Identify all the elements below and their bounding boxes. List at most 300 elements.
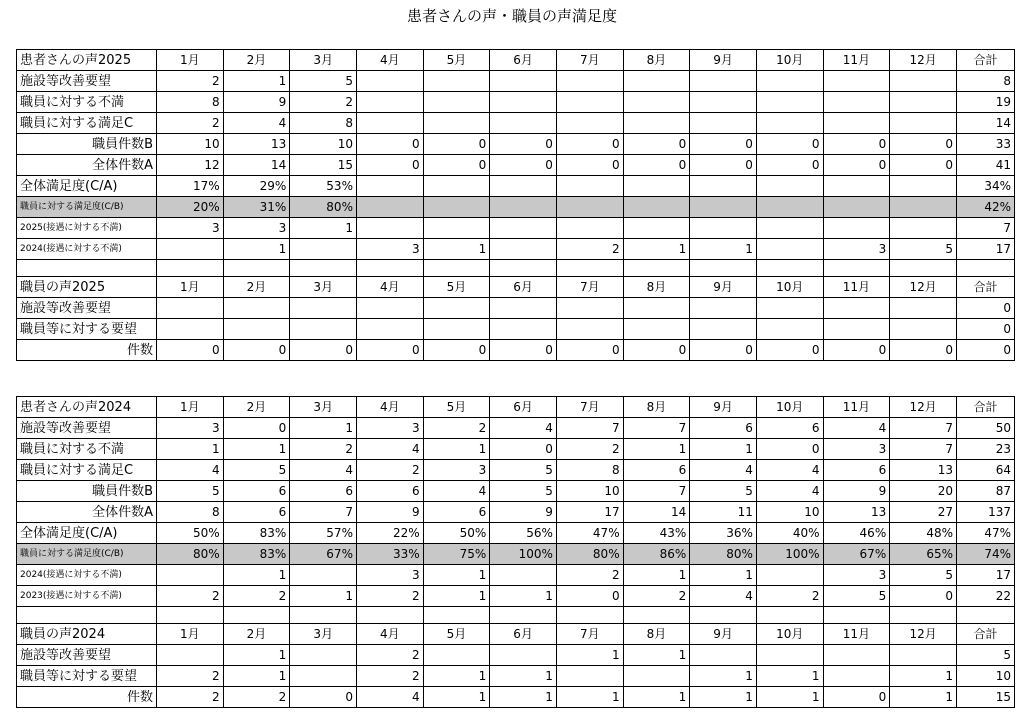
value-cell: 6 [423,502,490,523]
empty-cell [157,607,224,624]
table-row [17,565,1015,586]
month-header: 12月 [890,624,957,645]
value-cell [157,319,224,340]
value-cell: 2 [157,113,224,134]
value-cell: 4 [290,460,357,481]
value-cell: 0 [356,340,423,361]
table-voices-2025 [16,49,1015,361]
header-row [17,277,1015,298]
value-cell [423,176,490,197]
value-cell [556,319,623,340]
value-cell [823,666,890,687]
value-cell: 0 [223,340,290,361]
value-cell: 0 [556,586,623,607]
value-cell: 0 [556,155,623,176]
total-cell: 34% [957,176,1015,197]
value-cell [490,176,557,197]
value-cell [756,239,823,260]
value-cell [423,92,490,113]
month-header: 11月 [823,50,890,71]
value-cell: 0 [223,418,290,439]
value-cell: 11 [690,502,757,523]
value-cell: 0 [556,134,623,155]
value-cell: 1 [423,439,490,460]
month-header: 8月 [623,397,690,418]
value-cell: 1 [223,565,290,586]
row-label: 2025(接遇に対する不満) [17,218,157,239]
table-row [17,218,1015,239]
value-cell: 9 [223,92,290,113]
section-header: 患者さんの声2025 [17,50,157,71]
value-cell: 0 [157,340,224,361]
total-header: 合計 [957,50,1015,71]
table-row [17,92,1015,113]
value-cell [890,197,957,218]
value-cell: 1 [290,218,357,239]
value-cell: 5 [823,586,890,607]
value-cell [823,92,890,113]
empty-cell [756,260,823,277]
table-row [17,113,1015,134]
value-cell: 3 [823,439,890,460]
value-cell: 2 [223,687,290,708]
empty-cell [490,260,557,277]
section-s2024 [17,624,1015,708]
value-cell [623,92,690,113]
value-cell: 6 [290,481,357,502]
value-cell [490,92,557,113]
month-header: 5月 [423,624,490,645]
month-header: 4月 [356,624,423,645]
value-cell [356,298,423,319]
value-cell [556,218,623,239]
value-cell: 1 [290,418,357,439]
month-header: 6月 [490,397,557,418]
value-cell: 10 [157,134,224,155]
empty-cell [690,260,757,277]
value-cell [690,176,757,197]
value-cell [157,645,224,666]
value-cell [356,218,423,239]
value-cell: 20 [890,481,957,502]
month-header: 9月 [690,624,757,645]
value-cell: 33% [356,544,423,565]
value-cell: 10 [756,502,823,523]
value-cell: 29% [223,176,290,197]
month-header: 5月 [423,50,490,71]
value-cell: 10 [290,134,357,155]
value-cell [823,71,890,92]
section-s2025 [17,277,1015,361]
value-cell: 36% [690,523,757,544]
value-cell: 0 [290,340,357,361]
table-voices-2024 [16,396,1015,708]
value-cell [356,176,423,197]
total-cell: 41 [957,155,1015,176]
value-cell [823,113,890,134]
value-cell: 22% [356,523,423,544]
table-row [17,298,1015,319]
value-cell [423,298,490,319]
empty-cell [890,260,957,277]
value-cell: 75% [423,544,490,565]
value-cell: 9 [356,502,423,523]
value-cell [556,92,623,113]
value-cell: 4 [157,460,224,481]
table-row [17,481,1015,502]
row-label: 全体件数A [17,155,157,176]
value-cell [690,71,757,92]
value-cell [756,71,823,92]
value-cell: 100% [756,544,823,565]
month-header: 9月 [690,277,757,298]
table-row [17,460,1015,481]
month-header: 4月 [356,50,423,71]
month-header: 7月 [556,277,623,298]
value-cell: 3 [223,218,290,239]
value-cell: 0 [756,134,823,155]
value-cell: 0 [690,134,757,155]
row-label: 職員件数B [17,134,157,155]
spacer-row [17,607,1015,624]
month-header: 1月 [157,624,224,645]
value-cell: 0 [823,134,890,155]
empty-cell [17,260,157,277]
value-cell: 6 [356,481,423,502]
month-header: 3月 [290,50,357,71]
value-cell: 1 [223,666,290,687]
value-cell: 83% [223,523,290,544]
value-cell: 50% [157,523,224,544]
value-cell [556,666,623,687]
empty-cell [623,260,690,277]
header-row [17,397,1015,418]
value-cell: 53% [290,176,357,197]
value-cell: 1 [623,439,690,460]
value-cell: 6 [690,418,757,439]
empty-cell [356,607,423,624]
month-header: 8月 [623,50,690,71]
section-header: 職員の声2025 [17,277,157,298]
value-cell: 31% [223,197,290,218]
value-cell: 48% [890,523,957,544]
value-cell [490,218,557,239]
empty-cell [223,607,290,624]
value-cell [756,565,823,586]
value-cell: 2 [556,239,623,260]
value-cell [623,176,690,197]
value-cell: 1 [890,687,957,708]
value-cell: 46% [823,523,890,544]
value-cell: 1 [623,239,690,260]
value-cell [423,319,490,340]
month-header: 4月 [356,397,423,418]
month-header: 4月 [356,277,423,298]
row-label: 職員に対する満足度(C/B) [17,544,157,565]
row-label: 件数 [17,687,157,708]
header-row [17,624,1015,645]
total-cell: 19 [957,92,1015,113]
header-row [17,50,1015,71]
row-label: 職員に対する満足C [17,113,157,134]
value-cell: 2 [157,71,224,92]
value-cell: 5 [890,565,957,586]
value-cell: 65% [890,544,957,565]
value-cell: 80% [556,544,623,565]
value-cell [490,239,557,260]
month-header: 5月 [423,397,490,418]
value-cell: 0 [756,439,823,460]
empty-cell [157,260,224,277]
value-cell: 1 [223,645,290,666]
row-label: 職員に対する満足C [17,460,157,481]
month-header: 3月 [290,624,357,645]
value-cell: 0 [690,340,757,361]
empty-cell [823,260,890,277]
value-cell: 9 [490,502,557,523]
value-cell [823,319,890,340]
value-cell [490,113,557,134]
month-header: 2月 [223,397,290,418]
row-label: 職員等に対する要望 [17,666,157,687]
value-cell [690,218,757,239]
total-cell: 33 [957,134,1015,155]
month-header: 5月 [423,277,490,298]
value-cell: 3 [823,565,890,586]
table-row [17,502,1015,523]
total-cell: 74% [957,544,1015,565]
total-cell: 5 [957,645,1015,666]
value-cell [623,218,690,239]
value-cell: 0 [623,340,690,361]
value-cell [756,176,823,197]
table-row [17,197,1015,218]
value-cell: 1 [423,239,490,260]
value-cell: 0 [890,134,957,155]
row-label: 施設等改善要望 [17,298,157,319]
total-cell: 7 [957,218,1015,239]
row-label: 全体満足度(C/A) [17,176,157,197]
value-cell: 2 [756,586,823,607]
value-cell [490,565,557,586]
value-cell [756,92,823,113]
value-cell: 5 [223,460,290,481]
row-label: 全体満足度(C/A) [17,523,157,544]
month-header: 9月 [690,50,757,71]
empty-cell [823,607,890,624]
value-cell: 1 [623,687,690,708]
value-cell: 12 [157,155,224,176]
table-row [17,418,1015,439]
value-cell: 1 [423,586,490,607]
value-cell: 57% [290,523,357,544]
month-header: 10月 [756,397,823,418]
value-cell [690,298,757,319]
value-cell: 0 [890,155,957,176]
total-cell: 17 [957,565,1015,586]
value-cell: 4 [223,113,290,134]
value-cell: 8 [157,502,224,523]
value-cell: 13 [823,502,890,523]
value-cell: 4 [690,586,757,607]
row-label: 職員等に対する要望 [17,319,157,340]
value-cell [890,113,957,134]
value-cell: 7 [623,418,690,439]
value-cell [223,298,290,319]
value-cell: 1 [490,687,557,708]
value-cell: 0 [490,155,557,176]
value-cell [356,113,423,134]
value-cell [356,92,423,113]
value-cell: 6 [223,481,290,502]
value-cell: 0 [690,155,757,176]
value-cell: 0 [756,155,823,176]
value-cell: 5 [157,481,224,502]
value-cell: 7 [623,481,690,502]
value-cell: 3 [823,239,890,260]
value-cell: 1 [556,645,623,666]
month-header: 3月 [290,397,357,418]
month-header: 6月 [490,277,557,298]
empty-cell [690,607,757,624]
total-header: 合計 [957,624,1015,645]
value-cell: 4 [423,481,490,502]
value-cell [290,239,357,260]
table-row [17,176,1015,197]
value-cell [423,218,490,239]
value-cell [823,298,890,319]
value-cell: 7 [290,502,357,523]
total-cell: 87 [957,481,1015,502]
value-cell: 1 [423,666,490,687]
value-cell: 2 [556,439,623,460]
value-cell: 47% [556,523,623,544]
empty-cell [556,260,623,277]
month-header: 3月 [290,277,357,298]
value-cell: 15 [290,155,357,176]
table-row [17,239,1015,260]
total-cell: 10 [957,666,1015,687]
value-cell: 50% [423,523,490,544]
total-cell: 47% [957,523,1015,544]
value-cell [756,113,823,134]
value-cell: 0 [490,340,557,361]
empty-cell [423,260,490,277]
value-cell [423,645,490,666]
value-cell: 1 [490,666,557,687]
value-cell [623,319,690,340]
total-cell: 8 [957,71,1015,92]
empty-cell [957,607,1015,624]
value-cell: 2 [157,666,224,687]
value-cell: 20% [157,197,224,218]
value-cell: 0 [823,155,890,176]
empty-cell [490,607,557,624]
table-row [17,544,1015,565]
section-header: 職員の声2024 [17,624,157,645]
value-cell: 5 [690,481,757,502]
total-cell: 17 [957,239,1015,260]
empty-cell [290,260,357,277]
value-cell: 1 [890,666,957,687]
value-cell: 67% [290,544,357,565]
row-label: 職員に対する不満 [17,439,157,460]
value-cell: 1 [223,439,290,460]
value-cell [423,113,490,134]
value-cell [490,197,557,218]
value-cell: 2 [556,565,623,586]
value-cell: 0 [423,340,490,361]
value-cell: 3 [356,565,423,586]
value-cell [623,113,690,134]
month-header: 1月 [157,397,224,418]
month-header: 6月 [490,624,557,645]
value-cell: 1 [690,666,757,687]
value-cell: 3 [157,418,224,439]
value-cell: 0 [356,155,423,176]
value-cell: 3 [356,239,423,260]
value-cell: 13 [223,134,290,155]
value-cell: 2 [157,687,224,708]
section-header: 患者さんの声2024 [17,397,157,418]
row-label: 施設等改善要望 [17,645,157,666]
value-cell [290,565,357,586]
value-cell: 2 [356,666,423,687]
value-cell [890,645,957,666]
value-cell [290,666,357,687]
table-row [17,71,1015,92]
value-cell [623,298,690,319]
value-cell: 1 [556,687,623,708]
month-header: 7月 [556,397,623,418]
total-cell: 22 [957,586,1015,607]
total-cell: 42% [957,197,1015,218]
value-cell: 14 [223,155,290,176]
value-cell: 2 [356,645,423,666]
row-label: 職員に対する満足度(C/B) [17,197,157,218]
value-cell [356,319,423,340]
value-cell: 10 [556,481,623,502]
value-cell [823,645,890,666]
value-cell [157,565,224,586]
month-header: 1月 [157,50,224,71]
value-cell [356,197,423,218]
row-label: 件数 [17,340,157,361]
total-header: 合計 [957,397,1015,418]
value-cell: 0 [356,134,423,155]
month-header: 7月 [556,50,623,71]
value-cell: 100% [490,544,557,565]
value-cell [490,645,557,666]
value-cell [890,298,957,319]
value-cell [423,197,490,218]
value-cell: 4 [490,418,557,439]
value-cell [690,197,757,218]
value-cell [290,645,357,666]
value-cell: 6 [223,502,290,523]
page-title: 患者さんの声・職員の声満足度 [406,7,617,25]
value-cell [423,71,490,92]
month-header: 12月 [890,277,957,298]
table-row [17,155,1015,176]
value-cell: 7 [556,418,623,439]
section-p2025 [17,50,1015,277]
value-cell: 1 [690,687,757,708]
value-cell [756,218,823,239]
value-cell: 1 [490,586,557,607]
value-cell: 40% [756,523,823,544]
value-cell [890,92,957,113]
